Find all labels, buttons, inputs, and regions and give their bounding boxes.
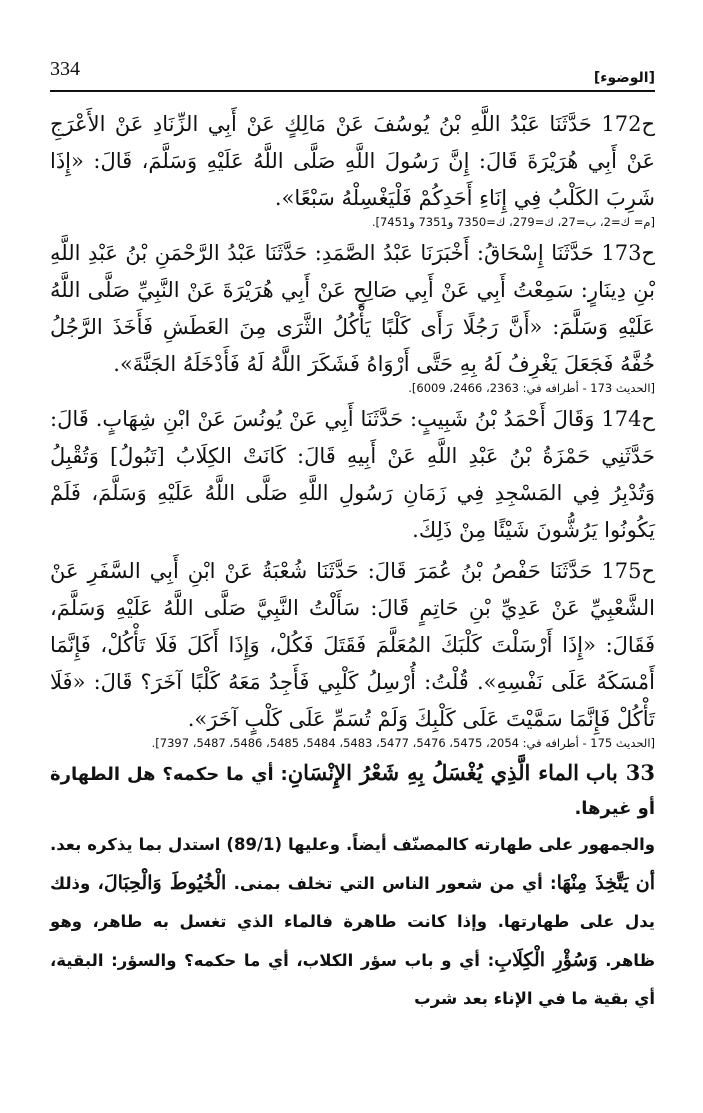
- hadith-173: [50, 235, 655, 397]
- chapter-title: [الوضوء]: [593, 70, 655, 86]
- hadith-sources: [الحديث 175 - أطرافه في: 2054، 5475، 5476، 5477، 5483، 5484، 5485، 5486، 5487، 7397].: [151, 736, 655, 750]
- bab-number: 33 باب: [585, 760, 656, 785]
- hadith-sources: [الحديث 173 - أطرافه في: 2363، 2466، 6009].: [408, 381, 655, 395]
- hadith-text: ح173 حَدَّثَنَا إِسْحَاقُ: أَخْبَرَنَا عَبْدُ الصَّمَدِ: حَدَّثَنَا عَبْدُ الرَّحْمَنِ بْنُ عَبْدِ اللَّهِ بْنِ دِينَارٍ: سَمِعْتُ أَبِي عَنْ أَبِي صَالِحٍ عَنْ أَبِي هُرَيْرَةَ عَنْ النَّبِيِّ صَلَّى اللَّهُ عَلَيْهِ وَسَلَّمَ: «أَنَّ رَجُلًا رَأَى كَلْبًا يَأْكُلُ الثَّرَى مِنَ العَطَشِ فَأَخَذَ الرَّجُلُ خُفَّهُ فَجَعَلَ يَغْرِفُ لَهُ بِهِ حَتَّى أَرْوَاهُ فَشَكَرَ اللَّهُ لَهُ فَأَدْخَلَهُ الجَنَّةَ».: [50, 241, 655, 376]
- hadith-text: ح174 وَقَالَ أَحْمَدُ بْنُ شَبِيبٍ: حَدَّثَنَا أَبِي عَنْ يُونُسَ عَنْ ابْنِ شِهَابٍ. قَالَ: حَدَّثَنِي حَمْزَةُ بْنُ عَبْدِ اللَّهِ عَنْ أَبِيهِ قَالَ: كَانَتْ الكِلَابُ [تَبُولُ] وَتُقْبِلُ وَتُدْبِرُ فِي المَسْجِدِ فِي زَمَانِ رَسُولِ اللَّهِ صَلَّى اللَّهُ عَلَيْهِ وَسَلَّمَ، فَلَمْ يَكُونُوا يَرُشُّونَ شَيْئًا مِنْ ذَلِكَ.: [50, 407, 655, 542]
- commentary-quote: أن: [635, 872, 655, 894]
- commentary-text: : أي و باب سؤر الكلاب، أي ما حكمه؟ والسؤر: البقية، أي بقية ما في الإناء بعد شرب: [50, 951, 655, 1008]
- commentary-quote: الْخُيُوطَ وَالْحِبَالَ: [103, 872, 227, 894]
- header-rule: [50, 90, 655, 92]
- hadith-sources: [م= ك=2، ب=27، ك=279، ك=7350 و7351 و7451].: [371, 215, 655, 229]
- page-header: [50, 48, 655, 86]
- page-content: [50, 106, 655, 1018]
- commentary-quote: وَسُؤْرِ الْكِلَابِ: [494, 949, 598, 971]
- hadith-172: [50, 106, 655, 231]
- hadith-text: ح175 حَدَّثَنَا حَفْصُ بْنُ عُمَرَ قَالَ: حَدَّثَنَا شُعْبَةُ عَنْ ابْنِ أَبِي السَّفَرِ عَنْ الشَّعْبِيِّ عَنْ عَدِيِّ بْنِ حَاتِمٍ قَالَ: سَأَلْتُ النَّبِيَّ صَلَّى اللَّهُ عَلَيْهِ وَسَلَّمَ، فَقَالَ: «إِذَا أَرْسَلْتَ كَلْبَكَ المُعَلَّمَ فَقَتَلَ فَكُلْ، وَإِذَا أَكَلَ فَلَا تَأْكُلْ، فَإِنَّمَا أَمْسَكَهُ عَلَى نَفْسِهِ». قُلْتُ: أُرْسِلُ كَلْبِي فَأَجِدُ مَعَهُ كَلْبًا آخَرَ؟ قَالَ: «فَلَا تَأْكُلْ فَإِنَّمَا سَمَّيْتَ عَلَى كَلْبِكَ وَلَمْ تُسَمِّ عَلَى كَلْبٍ آخَرَ».: [50, 559, 655, 731]
- hadith-text: ح172 حَدَّثَنَا عَبْدُ اللَّهِ بْنُ يُوسُفَ عَنْ مَالِكٍ عَنْ أَبِي الزِّنَادِ عَنْ الأَعْرَجِ عَنْ أَبِي هُرَيْرَةَ قَالَ: إِنَّ رَسُولَ اللَّهِ صَلَّى اللَّهُ عَلَيْهِ وَسَلَّمَ، قَالَ: «إِذَا شَرِبَ الكَلْبُ فِي إِنَاءِ أَحَدِكُمْ فَلْيَغْسِلْهُ سَبْعًا».: [50, 112, 655, 210]
- hadith-174: [50, 401, 655, 549]
- bab-heading: [50, 756, 655, 826]
- commentary-quote: يَتَّخِذَ مِنْهَا: [556, 872, 629, 894]
- commentary-paragraph: [50, 826, 655, 1018]
- bab-title: الماء الَّذِي يُغْسَلُ بِهِ شَعْرُ الإِنْسَانِ: [287, 760, 579, 785]
- bab-explanation: : أي ما حكمه؟ هل الطهارة أو غيرها.: [50, 764, 655, 819]
- book-page: [50, 48, 656, 1008]
- hadith-175: [50, 553, 655, 752]
- commentary-text: : أي من شعور الناس التي تخلف بمنى.: [233, 874, 557, 893]
- page-number: 334: [50, 58, 80, 80]
- commentary-text: ، وذلك يدل على طهارتها. وإذا كانت طاهرة فالماء الذي تغسل به طاهر، وهو ظاهر.: [50, 874, 655, 970]
- commentary-text: والجمهور على طهارته كالمصنّف أيضاً. وعليها (89/1) استدل بما يذكره بعد.: [50, 835, 655, 854]
